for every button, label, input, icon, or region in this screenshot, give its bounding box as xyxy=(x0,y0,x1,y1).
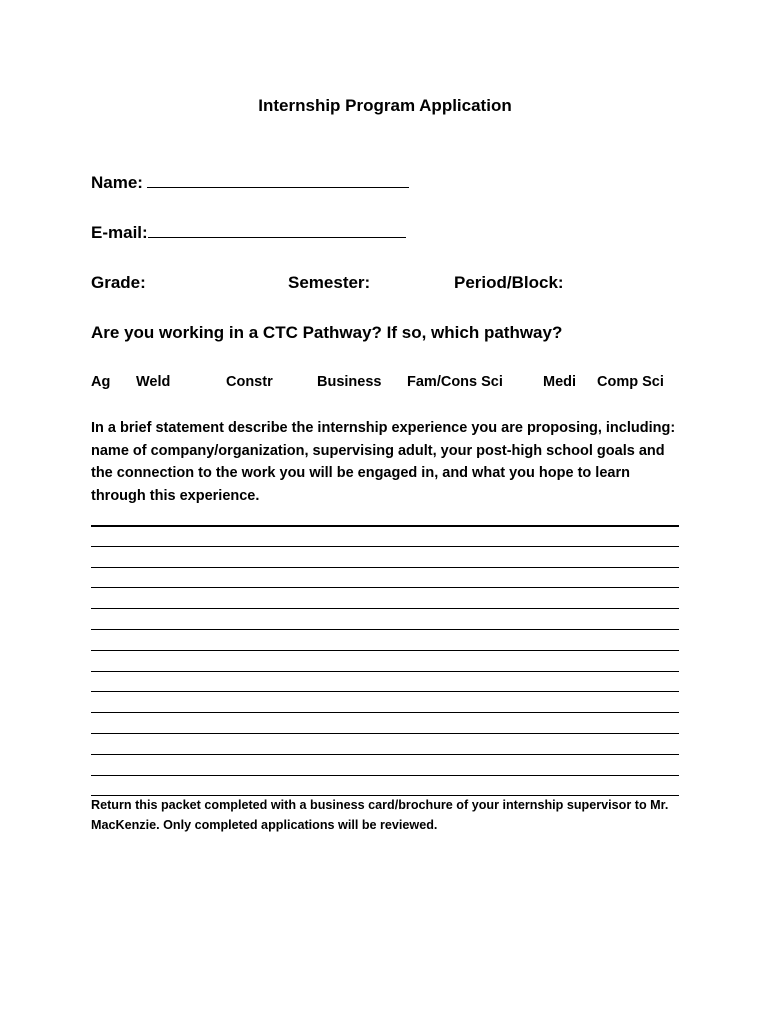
statement-prompt: In a brief statement describe the internship experience you are proposing, including: name of company/organization, supervising adult, your post-high school goals and the connection to the work you will be engaged in, and what you hope to learn through this experience. xyxy=(91,420,676,504)
grade-row xyxy=(91,273,691,295)
pathway-option-fam-cons-sci[interactable]: Fam/Cons Sci xyxy=(407,374,503,390)
response-line[interactable] xyxy=(91,776,679,797)
name-blank-line[interactable] xyxy=(147,186,409,188)
pathway-option-weld[interactable]: Weld xyxy=(136,374,171,390)
pathway-option-business[interactable]: Business xyxy=(317,374,382,390)
pathway-option-ag[interactable]: Ag xyxy=(91,374,111,390)
response-line[interactable] xyxy=(91,609,679,630)
response-line[interactable] xyxy=(91,630,679,651)
response-line[interactable] xyxy=(91,588,679,609)
grade-label: Grade: xyxy=(91,273,146,292)
pathway-option-constr[interactable]: Constr xyxy=(226,374,273,390)
footer-note: Return this packet completed with a business card/brochure of your internship supervisor to Mr. MacKenzie. Only completed applications will be reviewed. xyxy=(91,798,669,832)
response-lines[interactable] xyxy=(91,526,679,796)
response-line[interactable] xyxy=(91,568,679,589)
response-line[interactable] xyxy=(91,692,679,713)
pathway-option-comp-sci[interactable]: Comp Sci xyxy=(597,374,664,390)
response-line[interactable] xyxy=(91,547,679,568)
page-title: Internship Program Application xyxy=(258,96,512,115)
semester-label: Semester: xyxy=(288,273,371,292)
name-label: Name: xyxy=(91,173,143,192)
response-line[interactable] xyxy=(91,734,679,755)
period-block-label: Period/Block: xyxy=(454,273,564,292)
email-field[interactable] xyxy=(91,223,406,243)
email-label: E-mail: xyxy=(91,223,148,242)
response-line[interactable] xyxy=(91,755,679,776)
response-line[interactable] xyxy=(91,651,679,672)
response-line[interactable] xyxy=(91,672,679,693)
response-line[interactable] xyxy=(91,526,679,547)
response-line[interactable] xyxy=(91,713,679,734)
pathway-options xyxy=(91,374,691,394)
email-blank-line[interactable] xyxy=(148,236,406,238)
pathway-option-medi[interactable]: Medi xyxy=(543,374,577,390)
name-field[interactable] xyxy=(91,173,409,193)
pathway-question: Are you working in a CTC Pathway? If so, which pathway? xyxy=(91,323,563,342)
